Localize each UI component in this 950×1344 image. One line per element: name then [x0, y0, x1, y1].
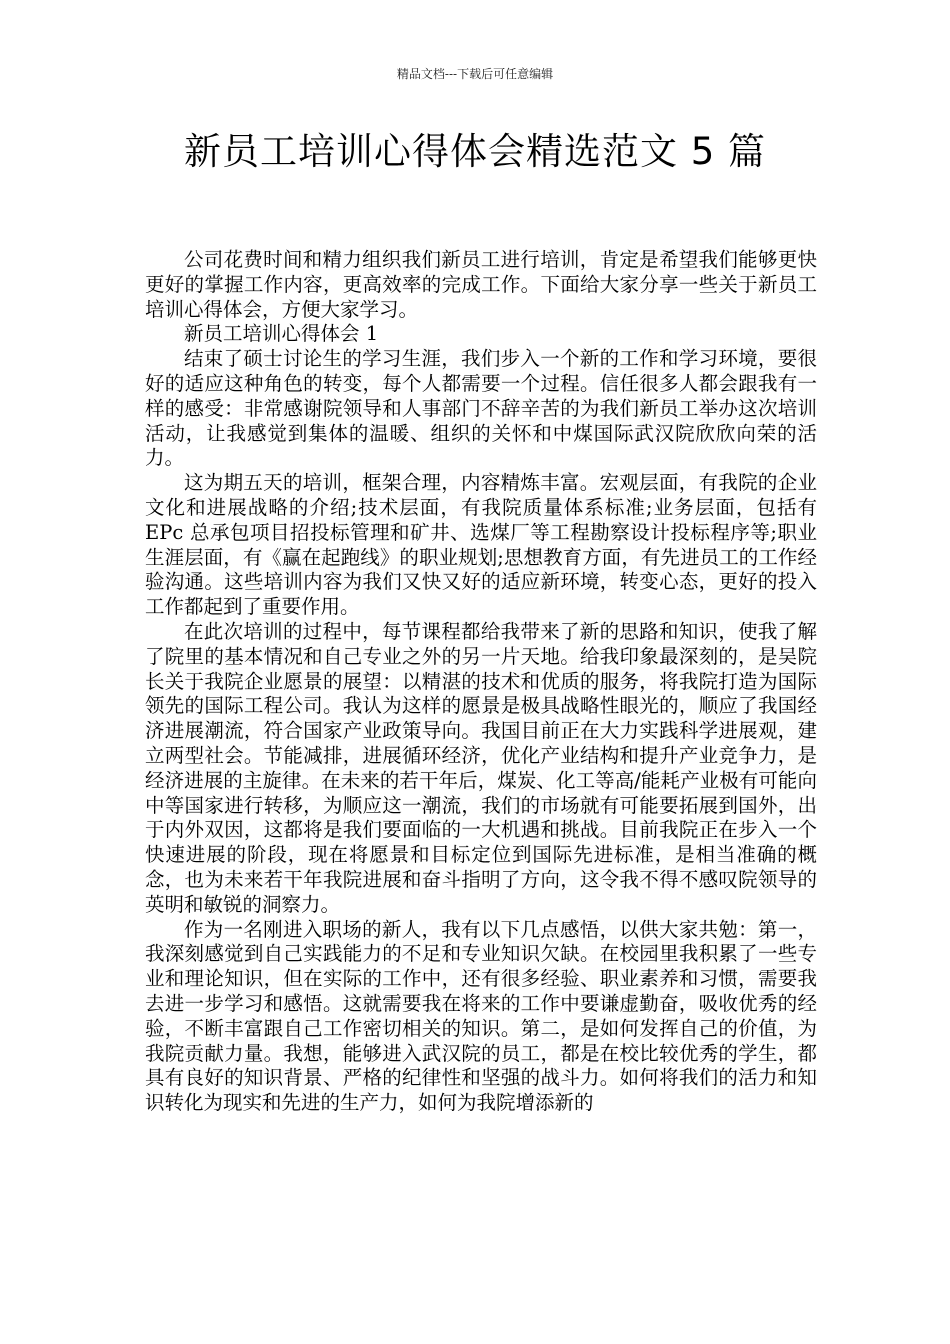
document-body: [145, 248, 817, 1116]
header-note: 精品文档---下载后可任意编辑: [396, 67, 554, 81]
body-paragraph: 结束了硕士讨论生的学习生涯，我们步入一个新的工作和学习环境，要很好的适应这种角色的转变，每个人都需要一个过程。信任很多人都会跟我有一样的感受：非常感谢院领导和人事部门不辞辛苦的为我们新员工举办这次培训活动，让我感觉到集体的温暖、组织的关怀和中煤国际武汉院欣欣向荣的活力。: [145, 347, 817, 470]
body-paragraph: 这为期五天的培训，框架合理，内容精炼丰富。宏观层面，有我院的企业文化和进展战略的介绍;技术层面，有我院质量体系标准;业务层面，包括有 EPc 总承包项目招投标管理和矿井、选煤厂等工程勘察设计投标程序等;职业生涯层面，有《赢在起跑线》的职业规划;思想教育方面，有先进员工的工作经验沟通。这些培训内容为我们又快又好的适应新环境，转变心态，更好的投入工作都起到了重要作用。: [145, 471, 817, 619]
section-heading: 新员工培训心得体会 1: [184, 322, 379, 346]
body-paragraph: 在此次培训的过程中，每节课程都给我带来了新的思路和知识，使我了解了院里的基本情况和自己专业之外的另一片天地。给我印象最深刻的，是吴院长关于我院企业愿景的展望：以精湛的技术和优质的服务，将我院打造为国际领先的国际工程公司。我认为这样的愿景是极具战略性眼光的，顺应了我国经济进展潮流，符合国家产业政策导向。我国目前正在大力实践科学进展观，建立两型社会。节能减排，进展循环经济，优化产业结构和提升产业竞争力，是经济进展的主旋律。在未来的若干年后，煤炭、化工等高/能耗产业极有可能向中等国家进行转移，为顺应这一潮流，我们的市场就有可能要拓展到国外，出于内外双因，这都将是我们要面临的一大机遇和挑战。目前我院正在步入一个快速进展的阶段，现在将愿景和目标定位到国际先进标准，是相当准确的概念，也为未来若干年我院进展和奋斗指明了方向，这令我不得不感叹院领导的英明和敏锐的洞察力。: [145, 619, 817, 916]
intro-paragraph: 公司花费时间和精力组织我们新员工进行培训，肯定是希望我们能够更快更好的掌握工作内容，更高效率的完成工作。下面给大家分享一些关于新员工培训心得体会，方便大家学习。: [145, 248, 817, 321]
body-paragraph: 作为一名刚进入职场的新人，我有以下几点感悟，以供大家共勉：第一，我深刻感觉到自己实践能力的不足和专业知识欠缺。在校园里我积累了一些专业和理论知识，但在实际的工作中，还有很多经验、职业素养和习惯，需要我去进一步学习和感悟。这就需要我在将来的工作中要谦虚勤奋，吸收优秀的经验，不断丰富跟自己工作密切相关的知识。第二，是如何发挥自己的价值，为我院贡献力量。我想，能够进入武汉院的员工，都是在校比较优秀的学生，都具有良好的知识背景、严格的纪律性和坚强的战斗力。如何将我们的活力和知识转化为现实和先进的生产力，如何为我院增添新的: [145, 917, 817, 1115]
document-title: 新员工培训心得体会精选范文 5 篇: [183, 130, 767, 173]
